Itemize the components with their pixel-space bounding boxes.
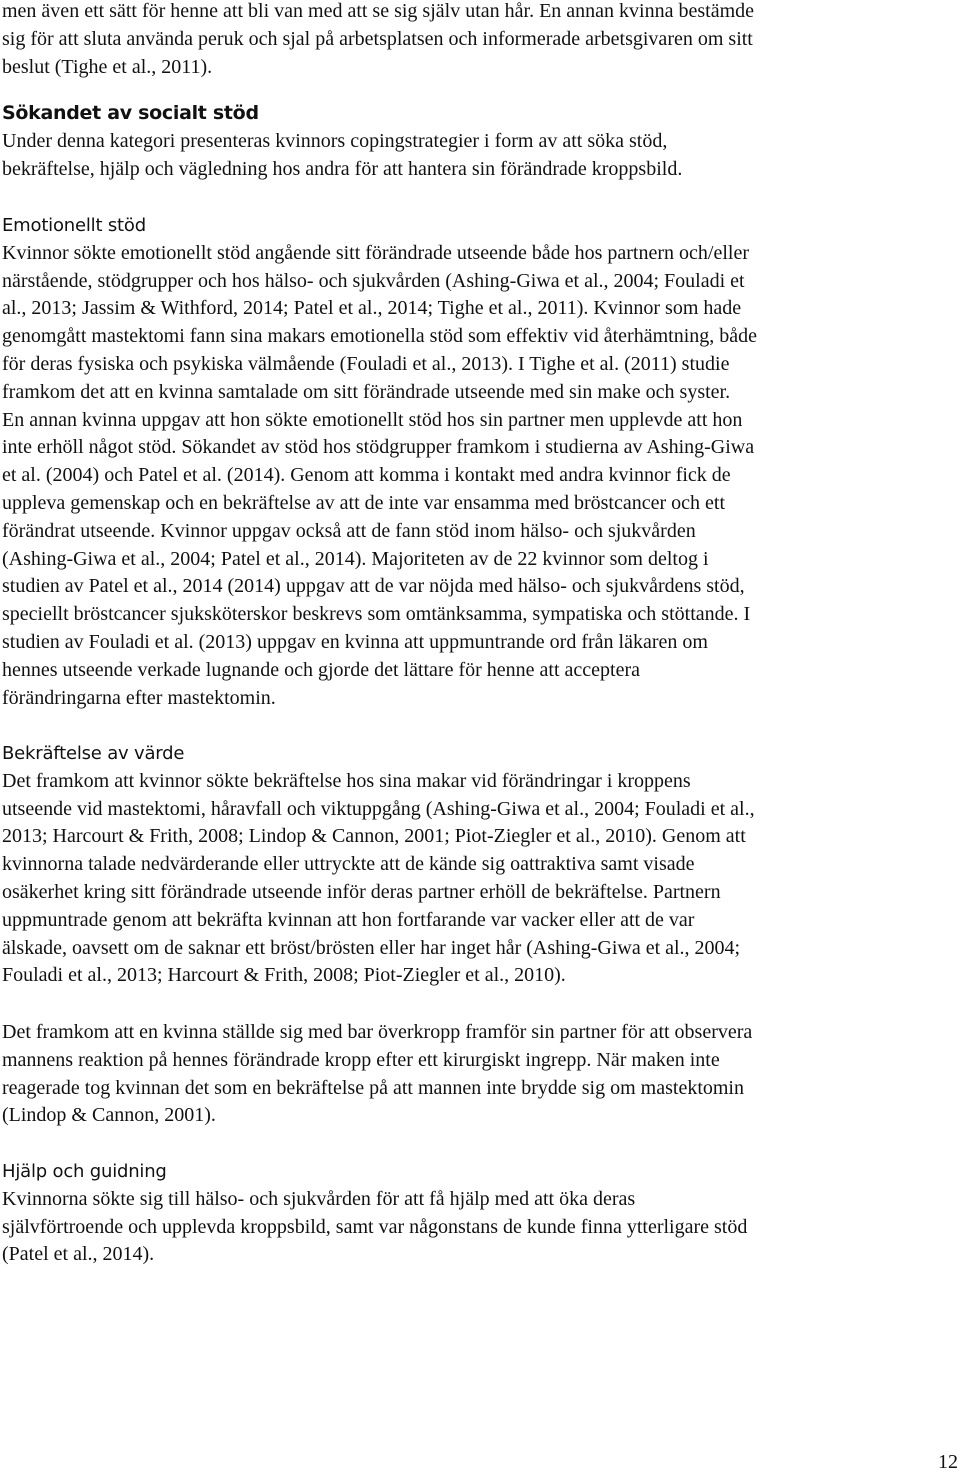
text-line: (Patel et al., 2014). <box>2 1243 155 1266</box>
text-line: Kvinnorna sökte sig till hälso- och sjukvården för att få hjälp med att öka deras <box>2 1187 636 1210</box>
section-paragraph <box>2 128 682 184</box>
text-line: Fouladi et al., 2013; Harcourt & Frith, 2008; Piot-Ziegler et al., 2010). <box>2 964 566 987</box>
text-line: bekräftelse, hjälp och vägledning hos andra för att hantera sin förändrade kroppsbild. <box>2 157 683 180</box>
text-line: Kvinnor sökte emotionellt stöd angående sitt förändrade utseende både hos partnern och/eller <box>2 241 749 264</box>
section-paragraph <box>2 240 757 713</box>
text-line: Under denna kategori presenteras kvinnors copingstrategier i form av att söka stöd, <box>2 129 668 152</box>
text-line: för deras fysiska och psykiska välmående (Fouladi et al., 2013). I Tighe et al. (2011) studie <box>2 352 730 375</box>
subsection-heading: Emotionellt stöd <box>2 215 146 236</box>
text-line: speciellt bröstcancer sjuksköterskor beskrevs som omtänksamma, sympatiska och stöttande. I <box>2 603 751 626</box>
section-affirmation <box>2 740 755 990</box>
text-line: sig för att sluta använda peruk och sjal på arbetsplatsen och informerade arbetsgivaren om sitt <box>2 27 753 50</box>
text-line: inte erhöll något stöd. Sökandet av stöd hos stödgrupper framkom i studierna av Ashing-Giwa <box>2 436 755 459</box>
text-line: älskade, oavsett om de saknar ett bröst/brösten eller har inget hår (Ashing-Giwa et al., 2004; <box>2 936 741 959</box>
text-line: självförtroende och upplevda kroppsbild, samt var någonstans de kunde finna ytterligare stöd <box>2 1215 748 1238</box>
text-line: kvinnorna talade nedvärderande eller uttryckte att de kände sig oattraktiva samt visade <box>2 853 695 876</box>
page-number: 12 <box>938 1451 958 1473</box>
text-line: (Ashing-Giwa et al., 2004; Patel et al., 2014). Majoriteten av de 22 kvinnor som deltog i <box>2 547 709 570</box>
text-line: reagerade tog kvinnan det som en bekräftelse på att mannen inte brydde sig om mastektomin <box>2 1076 744 1099</box>
text-line: uppleva gemenskap och en bekräftelse av att de inte var ensamma med bröstcancer och ett <box>2 491 726 514</box>
text-line: studien av Patel et al., 2014 (2014) uppgav att de var nöjda med hälso- och sjukvårdens stöd, <box>2 575 745 598</box>
section-heading: Sökandet av socialt stöd <box>2 102 259 124</box>
subsection-heading: Hjälp och guidning <box>2 1161 167 1182</box>
text-line: 2013; Harcourt & Frith, 2008; Lindop & Cannon, 2001; Piot-Ziegler et al., 2010). Genom att <box>2 825 746 848</box>
section-emotional-support <box>2 212 757 712</box>
section-social-support <box>2 100 682 183</box>
subsection-heading: Bekräftelse av värde <box>2 743 185 764</box>
text-line: hennes utseende verkade lugnande och gjorde det lättare för henne att acceptera <box>2 658 641 681</box>
text-line: et al. (2004) och Patel et al. (2014). Genom att komma i kontakt med andra kvinnor fick de <box>2 464 731 487</box>
text-line: studien av Fouladi et al. (2013) uppgav en kvinna att uppmuntrande ord från läkaren om <box>2 630 708 653</box>
text-line: genomgått mastektomi fann sina makars emotionella stöd som effektiv vid återhämtning, både <box>2 325 757 348</box>
text-line: men även ett sätt för henne att bli van med att se sig själv utan hår. En annan kvinna bestämde <box>2 0 755 22</box>
text-line: närstående, stödgrupper och hos hälso- och sjukvården (Ashing-Giwa et al., 2004; Fouladi et <box>2 269 745 292</box>
text-line: uppmuntrade genom att bekräfta kvinnan att hon fortfarande var vacker eller att de var <box>2 908 695 931</box>
section-paragraph <box>2 768 755 990</box>
text-line: mannens reaktion på hennes förändrade kropp efter ett kirurgiskt ingrepp. När maken inte <box>2 1048 720 1071</box>
text-line: al., 2013; Jassim & Withford, 2014; Patel et al., 2014; Tighe et al., 2011). Kvinnor som hade <box>2 297 742 320</box>
text-line: Det framkom att kvinnor sökte bekräftelse hos sina makar vid förändringar i kroppens <box>2 769 691 792</box>
text-line: framkom det att en kvinna samtalade om sitt förändrade utseende med sin make och syster. <box>2 380 731 403</box>
text-line: (Lindop & Cannon, 2001). <box>2 1104 216 1127</box>
text-line: Det framkom att en kvinna ställde sig med bar överkropp framför sin partner för att observera <box>2 1021 753 1043</box>
section-paragraph <box>2 1186 747 1269</box>
text-line: utseende vid mastektomi, håravfall och viktuppgång (Ashing-Giwa et al., 2004; Fouladi et al., <box>2 797 755 820</box>
text-line: förändrat utseende. Kvinnor uppgav också att de fann stöd inom hälso- och sjukvården <box>2 519 696 542</box>
section-guidance <box>2 1158 747 1269</box>
text-line: förändringarna efter mastektomin. <box>2 686 276 709</box>
text-line: En annan kvinna uppgav att hon sökte emotionellt stöd hos sin partner men upplevde att hon <box>2 408 743 431</box>
text-line: beslut (Tighe et al., 2011). <box>2 55 213 78</box>
affirmation-paragraph-2 <box>2 1019 752 1130</box>
intro-paragraph <box>2 0 754 81</box>
text-line: osäkerhet kring sitt förändrade utseende inför deras partner erhöll de bekräftelse. Partnern <box>2 880 721 903</box>
